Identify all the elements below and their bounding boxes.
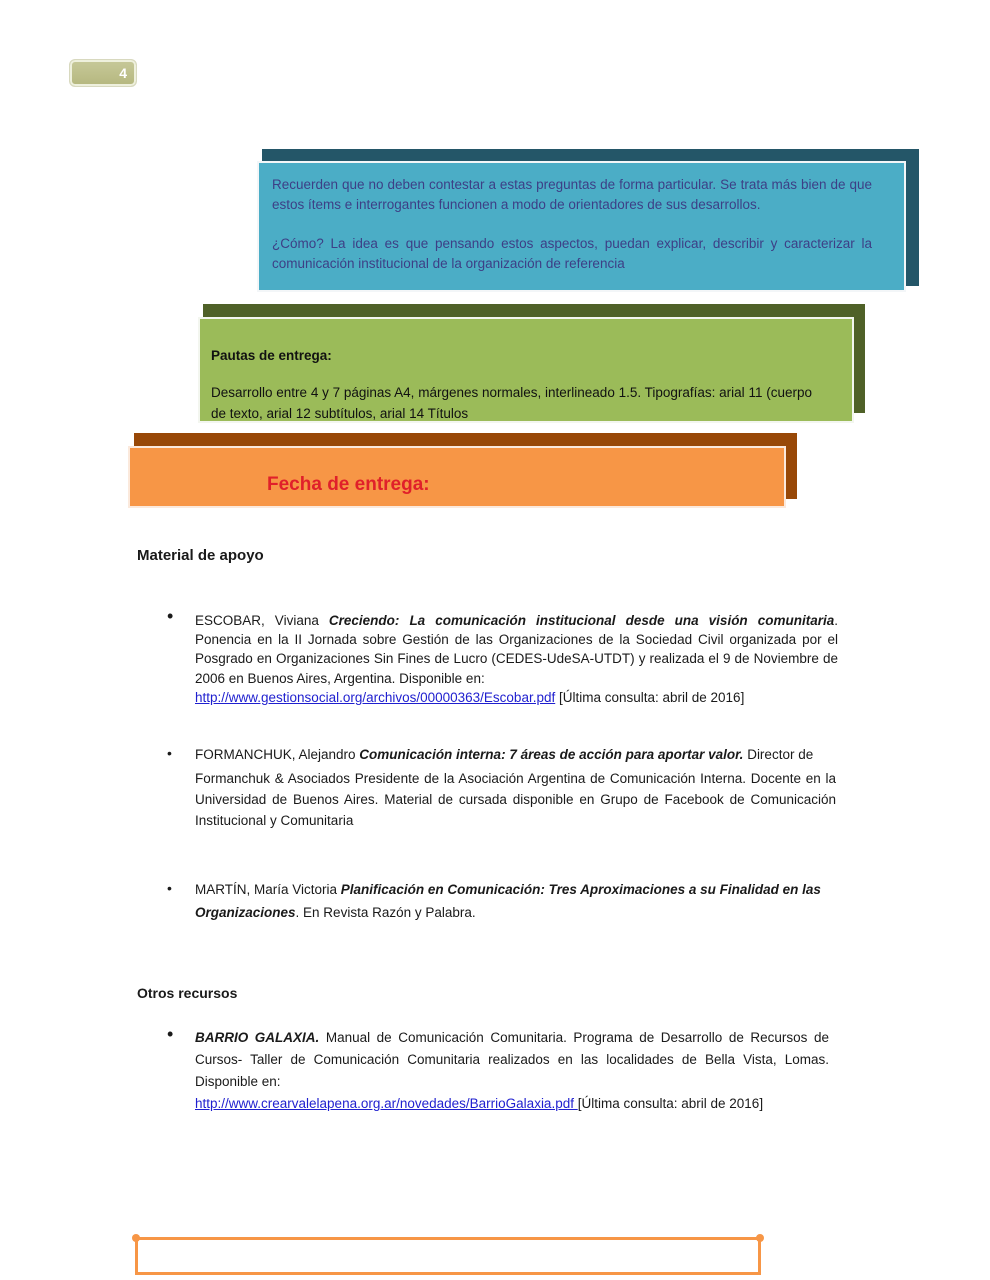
pautas-title: Pautas de entrega: <box>211 348 332 363</box>
bullet-icon: • <box>167 606 174 626</box>
ref-details: Director de <box>743 747 814 762</box>
ref-consulta: [Última consulta: abril de 2016] <box>555 689 745 705</box>
ref-details: Manual de Comunicación Comunitaria. Programa de Desarrollo de Recursos de Cursos- Taller de Comunicación Comunitaria realizados en las localidades de Bella Vista, Lomas. Disponible en: <box>195 1030 829 1089</box>
ref-author: ESCOBAR, Viviana <box>195 613 329 628</box>
ref-author: FORMANCHUK, Alejandro <box>195 747 360 762</box>
ref-title: BARRIO GALAXIA. <box>195 1030 320 1045</box>
ref-title: Planificación en Comunicación: Tres Aproximaciones a su Finalidad en las <box>340 882 821 897</box>
ref-link[interactable]: http://www.crearvalelapena.org.ar/novedades/BarrioGalaxia.pdf <box>195 1096 578 1111</box>
pautas-text: Desarrollo entre 4 y 7 páginas A4, márgenes normales, interlineado 1.5. Tipografías: arial 11 (cuerpo de texto, arial 12 subtítulos, arial 14 Títulos <box>211 385 812 421</box>
ref-author: MARTÍN, María Victoria <box>195 882 341 897</box>
otros-title: Otros recursos <box>137 985 238 1001</box>
ref-title-cont: Organizaciones <box>195 905 296 921</box>
fecha-box <box>128 446 786 508</box>
list-item <box>167 1024 829 1115</box>
fecha-label: Fecha de entrega: <box>267 474 430 495</box>
guidance-paragraph-2: ¿Cómo? La idea es que pensando estos aspectos, puedan explicar, describir y caracterizar la comunicación institucional de la organización de referencia <box>272 236 872 271</box>
list-item <box>167 606 839 707</box>
bottom-frame <box>135 1237 761 1275</box>
bullet-icon: • <box>167 745 172 761</box>
pautas-box <box>198 317 854 423</box>
ref-title: Comunicación interna: 7 áreas de acción para aportar valor. <box>359 747 744 762</box>
ref-details-cont: Formanchuk & Asociados Presidente de la Asociación Argentina de Comunicación Interna. Docente en la Universidad de Buenos Aires. Material de cursada disponible en Grupo de Facebook de Comunicación Institucional y Comunitaria <box>195 771 836 829</box>
ref-details: . En Revista Razón y Palabra. <box>295 905 476 921</box>
bullet-icon: • <box>167 880 172 896</box>
ref-link[interactable]: http://www.gestionsocial.org/archivos/00000363/Escobar.pdf <box>195 689 556 705</box>
bullet-icon: • <box>167 1024 174 1044</box>
guidance-box <box>257 161 906 292</box>
ref-title: Creciendo: La comunicación institucional desde una visión comunitaria <box>328 613 835 628</box>
list-item <box>167 880 873 922</box>
list-item <box>167 745 881 831</box>
ref-details: . Ponencia en la II Jornada sobre Gestión de las Organizaciones de la Sociedad Civil organizada por el Posgrado en Organizaciones Sin Fines de Lucro (CEDES-UdeSA-UTDT) y realizada el 9 de Noviembre de 2006 en Buenos Aires, Argentina. Disponible en: <box>195 613 839 686</box>
ref-consulta: [Última consulta: abril de 2016] <box>577 1096 764 1111</box>
guidance-paragraph-1: Recuerden que no deben contestar a estas preguntas de forma particular. Se trata más bien de que estos ítems e interrogantes funcionen a modo de orientadores de sus desarrollos. <box>272 177 872 212</box>
material-title: Material de apoyo <box>137 547 264 564</box>
page-number: 4 <box>69 59 137 87</box>
